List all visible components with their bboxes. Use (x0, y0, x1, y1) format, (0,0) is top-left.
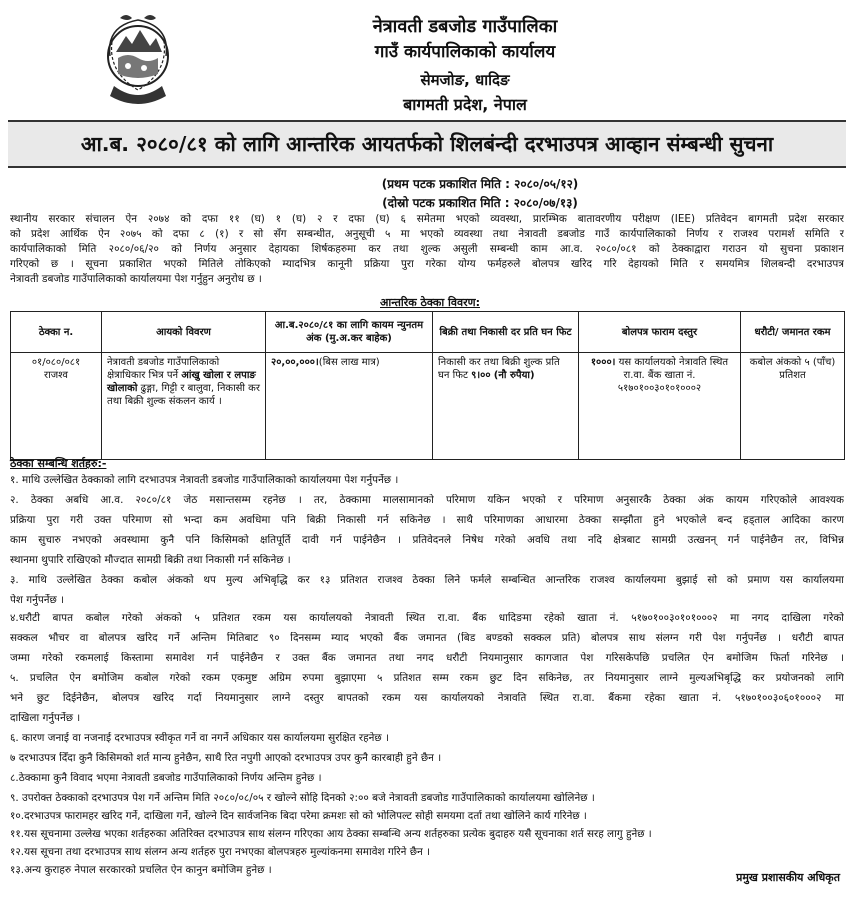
rate-text: निकासी कर तथा बिक्री शुल्क प्रति घन फिट (438, 357, 560, 381)
description-text: नेत्रावती डबजोड गाउँपालिकाको क्षेत्राधिकार भित्र पर्ने (107, 357, 220, 381)
col-header-deposit-amount: धरौटी/ जमानत रकम (741, 312, 845, 353)
term-line: ९. उपरोक्त ठेक्काको दरभाउपत्र पेश गर्ने अन्तिम मिति २०८०/०८/०५ र खोल्ने सोहि दिनको २:०० बजे नेत्रावती डबजोड गाउँपालिकाको कार्यालयमा खोलिनेछ । (10, 792, 595, 804)
term-line: काम सुचारु नभएको अवस्थामा कुनै पनि किसिमको क्षतिपूर्ति दावी गर्न पाईनेछैन । प्रतिवेदनले निषेध गरेको अवधि तथा नदि क्षेत्रबाट सामग्री उत्खनन् गर्न पाईनेछैन तर, विभिन्न (10, 534, 844, 546)
fee-account-text: यस कार्यालयको नेत्रावति स्थित रा.वा. बैंक खाता नं. ५१७०१००३०१०१०००२ (615, 357, 729, 394)
term-line: दाखिला गर्नुपर्नेछ । (10, 712, 81, 724)
contract-details-table (10, 311, 845, 460)
municipality-name: नेत्रावती डबजोड गाउँपालिका (372, 16, 558, 37)
contract-type: राजश्व (44, 370, 68, 381)
term-line: १. माथि उल्लेखित ठेक्काको लागि दरभाउपत्र नेत्रावती डबजोड गाउँपालिकाको कार्यालयमा पेश गर्नुपर्नेछ । (10, 474, 399, 486)
cell-deposit: कबोल अंकको ५ (पाँच) प्रतिशत (741, 353, 845, 460)
term-line: पेश गर्नुपर्नेछ । (10, 594, 65, 606)
rate-words: (नौ रुपैया) (493, 370, 535, 381)
fee-value: १०००। (590, 357, 616, 368)
intro-line: कार्यपालिकाको मिति २०८०/०६/२० को निर्णय अनुसार देहायका शिर्षकहरुमा कर तथा शुल्क असुली सम्बन्धी काम आ.व. २०८०/०८१ को ठेक्काद्वारा गराउन यो सुचना प्रकाशन (10, 243, 844, 255)
term-line: ४.धरौटी बापत कबोल गरेको अंकको ५ प्रतिशत रकम यस कार्यालयको नेत्रावती स्थित रा.वा. बैंक धादिङमा रहेको खाता नं. ५१७०१००३०१०१०००२ मा नगद दाखिला गरेको (10, 612, 844, 624)
col-header-rate-per-cubic-foot: बिक्री तथा निकासी दर प्रति घन फिट (433, 312, 579, 353)
terms-heading: ठेक्का सम्बन्धि शर्तहरु:- (10, 457, 107, 470)
col-header-minimum-amount: आ.ब.२०८०/८१ का लागि कायम न्युनतम अंक (मु.अ.कर बाहेक) (266, 312, 433, 353)
first-publication-date: (प्रथम पटक प्रकाशित मिति : २०८०/०५/१२) (381, 177, 579, 191)
col-header-contract-no: ठेक्का न. (11, 312, 102, 353)
term-line: ११.यस सूचनामा उल्लेख भएका शर्तहरुका अतिरिक्त दरभाउपत्र साथ संलग्न गरिएका आय ठेक्का सम्बन्धि अन्य शर्तहरुका प्रत्येक बुदाहरु यसै सूचनाका शर्त सरह लागु हुनेछ । (10, 828, 652, 840)
term-line: ३. माथि उल्लेखित ठेक्का कबोल अंकको थप मुल्य अभिबृद्धि कर १३ प्रतिशत राजश्व ठेक्का लिने फर्मले सम्बन्धित आन्तरिक राजश्व कार्यालयमा बुझाई सो को प्रमाण यस कार्यालयमा (10, 574, 844, 586)
signature-title: प्रमुख प्रशासकीय अधिकृत (736, 871, 840, 884)
term-line: ७ दरभाउपत्र दिँदा कुनै किसिमको शर्त मान्य हुनेछैन, साथै रित नपुगी आएको दरभाउपत्र उपर कुनै कारबाही हुने छैन । (10, 752, 442, 764)
table-header-row (11, 312, 845, 353)
term-line: १३.अन्य कुराहरु नेपाल सरकारको प्रचलित ऐन कानुन बमोजिम हुनेछ । (10, 864, 272, 876)
term-line: जम्मा गरेको रकमलाई किस्तामा समावेश गर्न पाईनेछैन र उक्त बैंक जमानत तथा नगद धरौटी नियमानुसार कागजात पेश गरिसकेपछि प्रचलित ऐन बमोजिम फिर्ता गरिनेछ । (10, 652, 844, 664)
description-text-end: ढुङ्गा, गिट्टी र बालुवा, निकासी कर तथा बिक्री शुल्क संकलन कार्य । (107, 383, 260, 407)
nepal-emblem-icon (96, 12, 180, 108)
term-line: प्रक्रिया पुरा गरी उक्त परिमाण सो भन्दा कम अवधिमा पनि बिक्री निकासी गर्न सकिनेछ । साथै परिमाणका आधारमा ठेक्का सम्झौता हुने भएकोले बन्द हड्ताल आदिका कारण (10, 514, 844, 526)
notice-title-banner: आ.ब. २०८०/८१ को लागि आन्तरिक आयतर्फको शिलबंन्दी दरभाउपत्र आव्हान संम्बन्धी सुचना (8, 120, 846, 168)
minimum-amount-words: (बिस लाख मात्र) (318, 357, 380, 368)
table-title: आन्तरिक ठेक्का विवरण: (380, 296, 480, 309)
term-line: १२.यस सूचना तथा दरभाउपत्र साथ संलग्न अन्य शर्तहरु पुरा नभएका बोलपत्रहरु मुल्यांकनमा समावेश गरिने छैन । (10, 846, 431, 858)
term-line: ८.ठेक्कामा कुनै विवाद भएमा नेत्रावती डबजोड गाउँपालिकाको निर्णय अन्तिम हुनेछ । (10, 772, 322, 784)
rate-value: ९।०० (471, 370, 491, 381)
intro-line: नेत्रावती डबजोड गाउँपालिकाको कार्यालयमा पेश गर्नुहुन अनुरोध छ । (10, 273, 262, 285)
term-line: सक्कल भौचर वा बोलपत्र खरिद गर्ने अन्तिम मितिबाट ९० दिनसम्म म्याद भएको बैंक जमानत (बिड बण्डको सक्कल प्रति) बोलपत्र साथ संलग्न गरी पेश गर्नुपर्नेछ । धरौटी बापत (10, 632, 844, 644)
term-line: ६. कारण जनाई वा नजनाई दरभाउपत्र स्वीकृत गर्ने वा नगर्ने अधिकार यस कार्यालयमा सुरक्षित रहनेछ । (10, 732, 389, 744)
col-header-income-description: आयको विवरण (102, 312, 266, 353)
contract-number: ०१/०८०/०८१ (31, 357, 81, 368)
office-location: सेमजोङ, धादिङ (420, 71, 510, 89)
cell-income-description (102, 353, 266, 460)
cell-rate (433, 353, 579, 460)
table-row (11, 353, 845, 460)
term-line: ५. प्रचलित ऐन बमोजिम कबोल गरेको रकम एकमुष्ट अग्रिम रुपमा बुझाएमा ५ प्रतिशत सम्म रकम छुट दिन सकिनेछ, तर नियमानुसार लाग्ने मुल्यअभिबृद्धि कर प्रयोजनको लागि (10, 672, 844, 684)
office-name: गाउँ कार्यपालिकाको कार्यालय (374, 42, 556, 62)
cell-contract-no (11, 353, 102, 460)
minimum-amount-value: २०,००,०००। (271, 357, 319, 368)
second-publication-date: (दोस्रो पटक प्रकाशित मिति : २०८०/०७/१३) (382, 196, 578, 210)
cell-minimum-amount (266, 353, 433, 460)
cell-bid-form-fee (579, 353, 741, 460)
description-rivers: आंखु खोला र लपाङ खोलाको (107, 370, 256, 394)
term-line: भने छुट दिईनेछैन, बोलपत्र खरिद गर्दा नियमानुसार लाग्ने दस्तुर बापतको रकम यस कार्यालयको नेत्रावति स्थित रा.वा. बैंकमा रहेका खाता नं. ५१७०१००३०६०१०००२ मा (10, 692, 844, 704)
col-header-bid-form-fee: बोलपत्र फाराम दस्तुर (579, 312, 741, 353)
province-name: बागमती प्रदेश, नेपाल (403, 95, 527, 114)
intro-line: स्थानीय सरकार संचालन ऐन २०७४ को दफा ११ (घ) १ (घ) २ र दफा (घ) ६ समेतमा भएको व्यवस्था, प्रारम्भिक बातावरणीय परीक्षण (IEE) प्रतिवेदन बागमती प्रदेश सरकार (10, 213, 844, 225)
intro-line: को प्रदेश आर्थिक ऐन २०७५ को दफा ८ (१) र सो सँग सम्बन्धीत, अनुसूची ५ मा भएको व्यवस्था तथा नेत्रावती डबजोड गाउँ कार्यपालिकाको निर्णय र राजश्व परामर्श समिति र (10, 228, 844, 240)
term-line: १०.दरभाउपत्र फारामहर खरिद गर्ने, दाखिला गर्ने, खोल्ने दिन सार्वजनिक बिदा परेमा क्रमशः सो को भोलिपल्ट सोही समयमा दर्ता तथा खोलिने कार्य गरिनेछ । (10, 810, 587, 822)
intro-line: गरिएको छ । सूचना प्रकाशित भएको मितिले तोकिएको म्यादभित्र कानूनी प्रक्रिया पुरा गरेका योग्य फर्महरुले बोलपत्र खरिद गरि देहायको मिति र समयमित्र शिलबन्दी दरभाउपत्र (10, 258, 844, 270)
term-line: स्थानमा थुपारि राखिएको मौज्दात सामग्री बिक्री तथा निकासी गर्न सकिनेछ । (10, 554, 291, 566)
term-line: २. ठेक्का अबधि आ.व. २०८०/८१ जेठ मसान्तसम्म रहनेछ । तर, ठेक्कामा मालसामानको परिमाण यकिन भएको र परिमाण अनुसारकै ठेक्का अंक कायम गरिएकोले आवश्यक (10, 494, 844, 506)
